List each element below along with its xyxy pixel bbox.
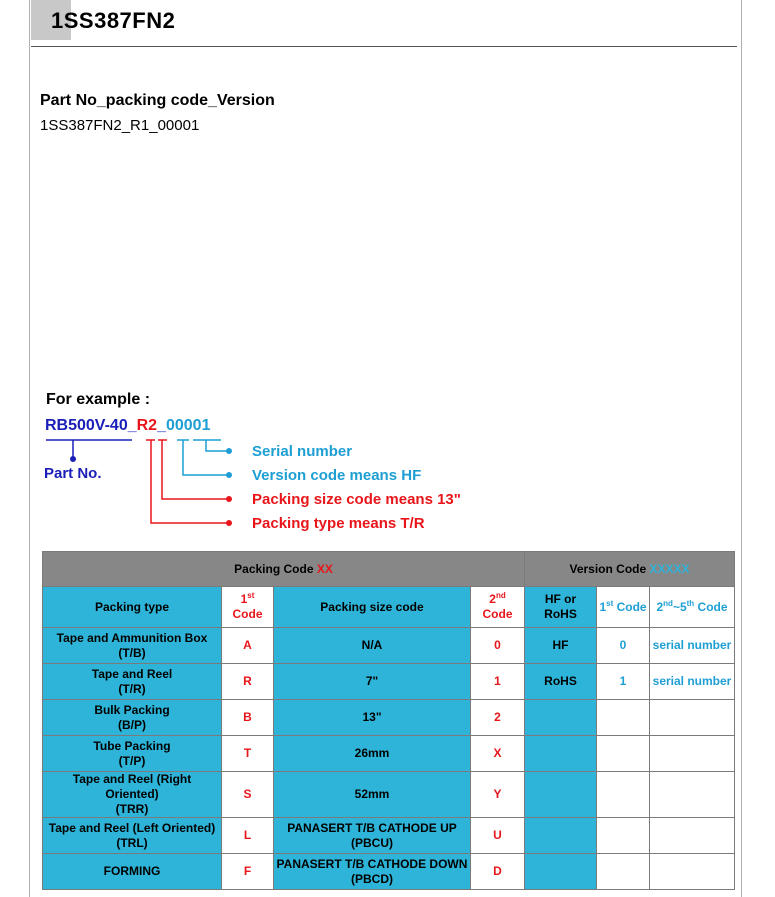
part-no-callout: Part No. [44, 465, 102, 482]
second-code-cell-text: Y [493, 787, 502, 801]
first-code-cell-text: R [243, 674, 252, 688]
size-code-cell [274, 628, 471, 664]
first-code-cell-text: F [243, 864, 252, 878]
pack-type-dot [226, 520, 232, 526]
table-row [43, 854, 735, 890]
size-code-cell-text: (PBCD) [351, 871, 393, 886]
second-code-cell-text: 2 [494, 710, 501, 724]
version-dot [226, 472, 232, 478]
size-code-cell-text: 52mm [354, 787, 390, 801]
header-size-code: Packing size code [274, 587, 471, 628]
version-rest-code-cell [650, 854, 735, 890]
packing-code-placeholder: XX [316, 561, 333, 576]
example-label: For example : [46, 391, 151, 408]
header-first-code: 1st Code [222, 587, 274, 628]
pack-size-connector [162, 440, 228, 499]
packing-code-group-header: Packing Code XX [43, 552, 525, 587]
table-row [43, 772, 735, 818]
packing-type-cell-text: (B/P) [118, 717, 146, 732]
version-first-code-cell-text: 1 [619, 674, 627, 688]
packing-type-cell-text: Tube Packing [93, 738, 171, 753]
table-row [43, 736, 735, 772]
version-rest-code-cell-text: serial number [652, 674, 732, 688]
version-rest-code-cell [650, 664, 735, 700]
version-first-code-cell [597, 736, 650, 772]
first-code-cell [222, 664, 274, 700]
packing-type-cell [43, 736, 222, 772]
hf-rohs-cell-text: RoHS [544, 674, 577, 688]
packing-type-cell [43, 818, 222, 854]
hf-rohs-cell [525, 700, 597, 736]
part-dot [70, 456, 76, 462]
second-code-cell-text: U [493, 828, 502, 842]
second-code-cell [471, 772, 525, 818]
second-code-cell-text: D [493, 864, 502, 878]
table-row [43, 700, 735, 736]
packing-type-cell-text: (TRL) [116, 835, 148, 850]
page-title: 1SS387FN2 [51, 8, 176, 33]
second-code-cell [471, 854, 525, 890]
packing-code-table [42, 551, 735, 890]
packing-type-cell-text: (T/P) [118, 753, 146, 768]
header-hf-rohs: HF or RoHS [525, 587, 597, 628]
serial-callout: Serial number [252, 443, 353, 460]
pack-size-dot [226, 496, 232, 502]
hf-rohs-cell [525, 628, 597, 664]
example-packing-segment: R2 [136, 417, 158, 434]
first-code-cell [222, 772, 274, 818]
first-code-cell [222, 628, 274, 664]
second-code-cell-text: X [493, 746, 502, 760]
hf-rohs-cell [525, 818, 597, 854]
size-code-cell [274, 736, 471, 772]
size-code-cell [274, 700, 471, 736]
packing-type-cell-text: Tape and Reel (Right Oriented) [72, 772, 192, 801]
first-code-cell-text: S [243, 787, 252, 801]
serial-dot [226, 448, 232, 454]
second-code-cell [471, 664, 525, 700]
version-first-code-cell [597, 854, 650, 890]
hf-rohs-cell [525, 736, 597, 772]
packing-type-cell-text: Tape and Ammunition Box [56, 630, 208, 645]
version-code-placeholder: XXXXX [649, 561, 690, 576]
packing-type-cell-text: Bulk Packing [94, 702, 170, 717]
example-part-segment: RB500V-40 [45, 417, 128, 434]
size-code-cell-text: 13" [362, 710, 382, 724]
version-first-code-cell [597, 772, 650, 818]
packing-type-cell-text: (TRR) [115, 802, 149, 816]
version-rest-code-cell [650, 628, 735, 664]
table-column-header-row [43, 587, 735, 628]
size-code-cell [274, 772, 471, 818]
table-row [43, 628, 735, 664]
version-rest-code-cell [650, 818, 735, 854]
packing-type-cell [43, 628, 222, 664]
first-code-cell-text: A [243, 638, 252, 652]
header-second-code: 2nd Code [471, 587, 525, 628]
pack-size-callout: Packing size code means 13" [252, 491, 461, 508]
packing-type-cell-text: Tape and Reel (Left Oriented) [48, 820, 216, 835]
hf-rohs-cell [525, 664, 597, 700]
second-code-cell [471, 736, 525, 772]
second-code-cell [471, 700, 525, 736]
version-first-code-cell [597, 700, 650, 736]
size-code-cell-text: PANASERT T/B CATHODE UP [287, 820, 457, 835]
version-rest-code-cell [650, 772, 735, 818]
table-row [43, 664, 735, 700]
second-code-cell-text: 1 [494, 674, 501, 688]
version-rest-code-cell [650, 736, 735, 772]
size-code-cell-text: PANASERT T/B CATHODE DOWN [276, 856, 468, 871]
first-code-cell-text: T [243, 746, 252, 760]
table-row [43, 818, 735, 854]
header-version-first-code: 1st Code [597, 587, 650, 628]
first-code-cell [222, 736, 274, 772]
part-number-label: Part No_packing code_Version [40, 92, 275, 109]
hf-rohs-cell-text: HF [552, 638, 569, 652]
serial-connector [206, 440, 228, 451]
example-separator-2: _ [157, 417, 166, 434]
hf-rohs-cell [525, 772, 597, 818]
size-code-cell-text: N/A [361, 638, 383, 652]
version-callout: Version code means HF [252, 467, 422, 484]
packing-type-cell-text: Tape and Reel [91, 666, 173, 681]
header-packing-type: Packing type [43, 587, 222, 628]
first-code-cell [222, 818, 274, 854]
packing-type-cell [43, 700, 222, 736]
version-rest-code-cell-text: serial number [652, 638, 732, 652]
size-code-cell-text: 26mm [354, 746, 390, 760]
version-first-code-cell [597, 628, 650, 664]
version-first-code-cell-text: 0 [619, 638, 627, 652]
table-body [43, 628, 735, 890]
packing-type-cell [43, 772, 222, 818]
first-code-cell [222, 854, 274, 890]
packing-type-cell [43, 854, 222, 890]
packing-type-cell-text: FORMING [103, 864, 161, 878]
packing-type-cell [43, 664, 222, 700]
pack-type-callout: Packing type means T/R [252, 515, 425, 532]
size-code-cell [274, 854, 471, 890]
part-number-value: 1SS387FN2_R1_00001 [40, 117, 200, 134]
first-code-cell-text: B [243, 710, 252, 724]
packing-type-cell-text: (T/B) [118, 645, 146, 660]
version-first-code-cell [597, 664, 650, 700]
packing-type-cell-text: (T/R) [118, 681, 146, 696]
header-version-rest-code: 2nd~5th Code [650, 587, 735, 628]
first-code-cell-text: L [243, 828, 252, 842]
table-group-header-row [43, 552, 735, 587]
version-rest-code-cell [650, 700, 735, 736]
hf-rohs-cell [525, 854, 597, 890]
example-separator-1: _ [127, 417, 137, 434]
first-code-cell [222, 700, 274, 736]
size-code-cell-text: 7" [365, 674, 379, 688]
size-code-cell-text: (PBCU) [351, 835, 393, 850]
second-code-cell [471, 818, 525, 854]
size-code-cell [274, 818, 471, 854]
version-code-group-header: Version Code XXXXX [525, 552, 735, 587]
second-code-cell [471, 628, 525, 664]
size-code-cell [274, 664, 471, 700]
second-code-cell-text: 0 [494, 638, 501, 652]
example-version-segment: 00001 [165, 417, 211, 434]
version-first-code-cell [597, 818, 650, 854]
